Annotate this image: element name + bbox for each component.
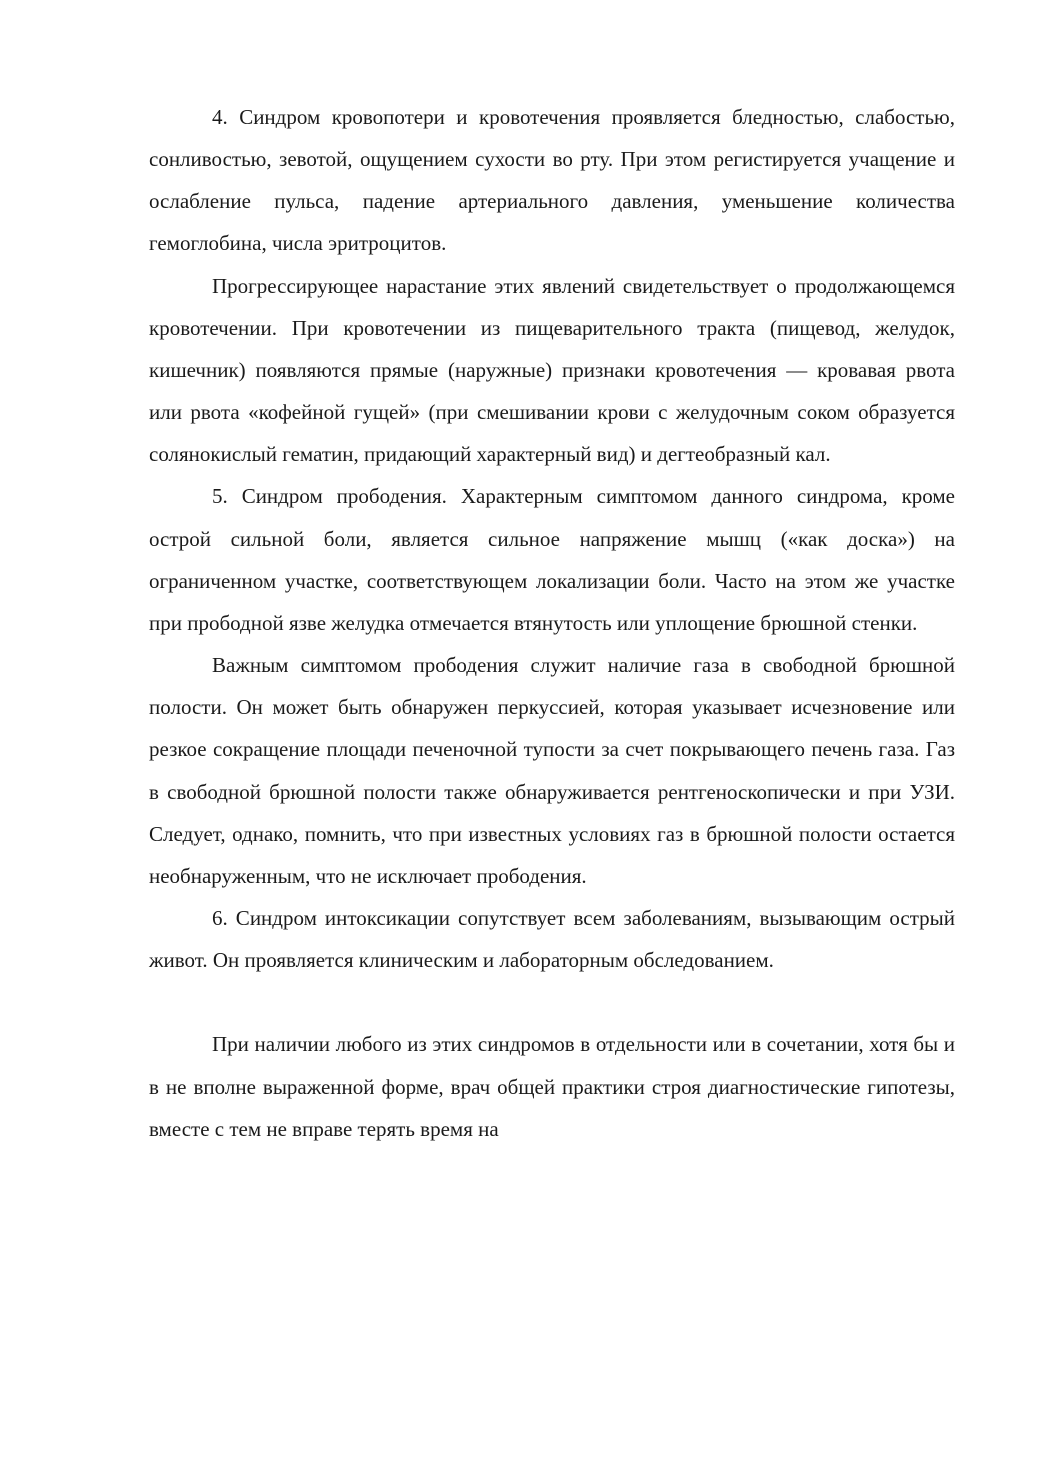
paragraph-free-gas-symptom: Важным симптомом прободения служит наличие газа в свободной брюшной полости. Он может быть обнаружен перкуссией, которая указывает исчезновение или резкое сокращение площади печеночной тупости за счет покрывающего печень газа. Газ в свободной брюшной полости также обнаруживается рентгеноскопически и при УЗИ. Следует, однако, помнить, что при известных условиях газ в брюшной полости остается необнаруженным, что не исключает прободения. — [149, 653, 955, 888]
paragraph-general-practitioner: При наличии любого из этих синдромов в отдельности или в сочетании, хотя бы и в не вполне выраженной форме, врач общей практики строя диагностические гипотезы, вместе с тем не вправе терять время на — [149, 1032, 955, 1141]
paragraph-blood-loss-syndrome: 4. Синдром кровопотери и кровотечения проявляется бледностью, слабостью, сонливостью, зевотой, ощущением сухости во рту. При этом регистируется учащение и ослабление пульса, падение артериального давления, уменьшение количества гемоглобина, числа эритроцитов. — [149, 105, 955, 256]
paragraph-ongoing-bleeding: Прогрессирующее нарастание этих явлений свидетельствует о продолжающемся кровотечении. При кровотечении из пищеварительного тракта (пищевод, желудок, кишечник) появляются прямые (наружные) признаки кровотечения — кровавая рвота или рвота «кофейной гущей» (при смешивании крови с желудочным соком образуется солянокислый гематин, придающий характерный вид) и дегтеобразный кал. — [149, 273, 955, 467]
paragraph-perforation-syndrome: 5. Синдром прободения. Характерным симптомом данного синдрома, кроме острой сильной боли, является сильное напряжение мышц («как доска») на ограниченном участке, соответствующем локализации боли. Часто на этом же участке при прободной язве желудка отмечается втянутость или уплощение брюшной стенки. — [149, 484, 955, 635]
document-body — [149, 96, 955, 1150]
paragraph-spacer — [149, 981, 955, 1023]
paragraph-intoxication-syndrome: 6. Синдром интоксикации сопутствует всем заболеваниям, вызывающим острый живот. Он проявляется клиническим и лабораторным обследованием. — [149, 905, 955, 973]
